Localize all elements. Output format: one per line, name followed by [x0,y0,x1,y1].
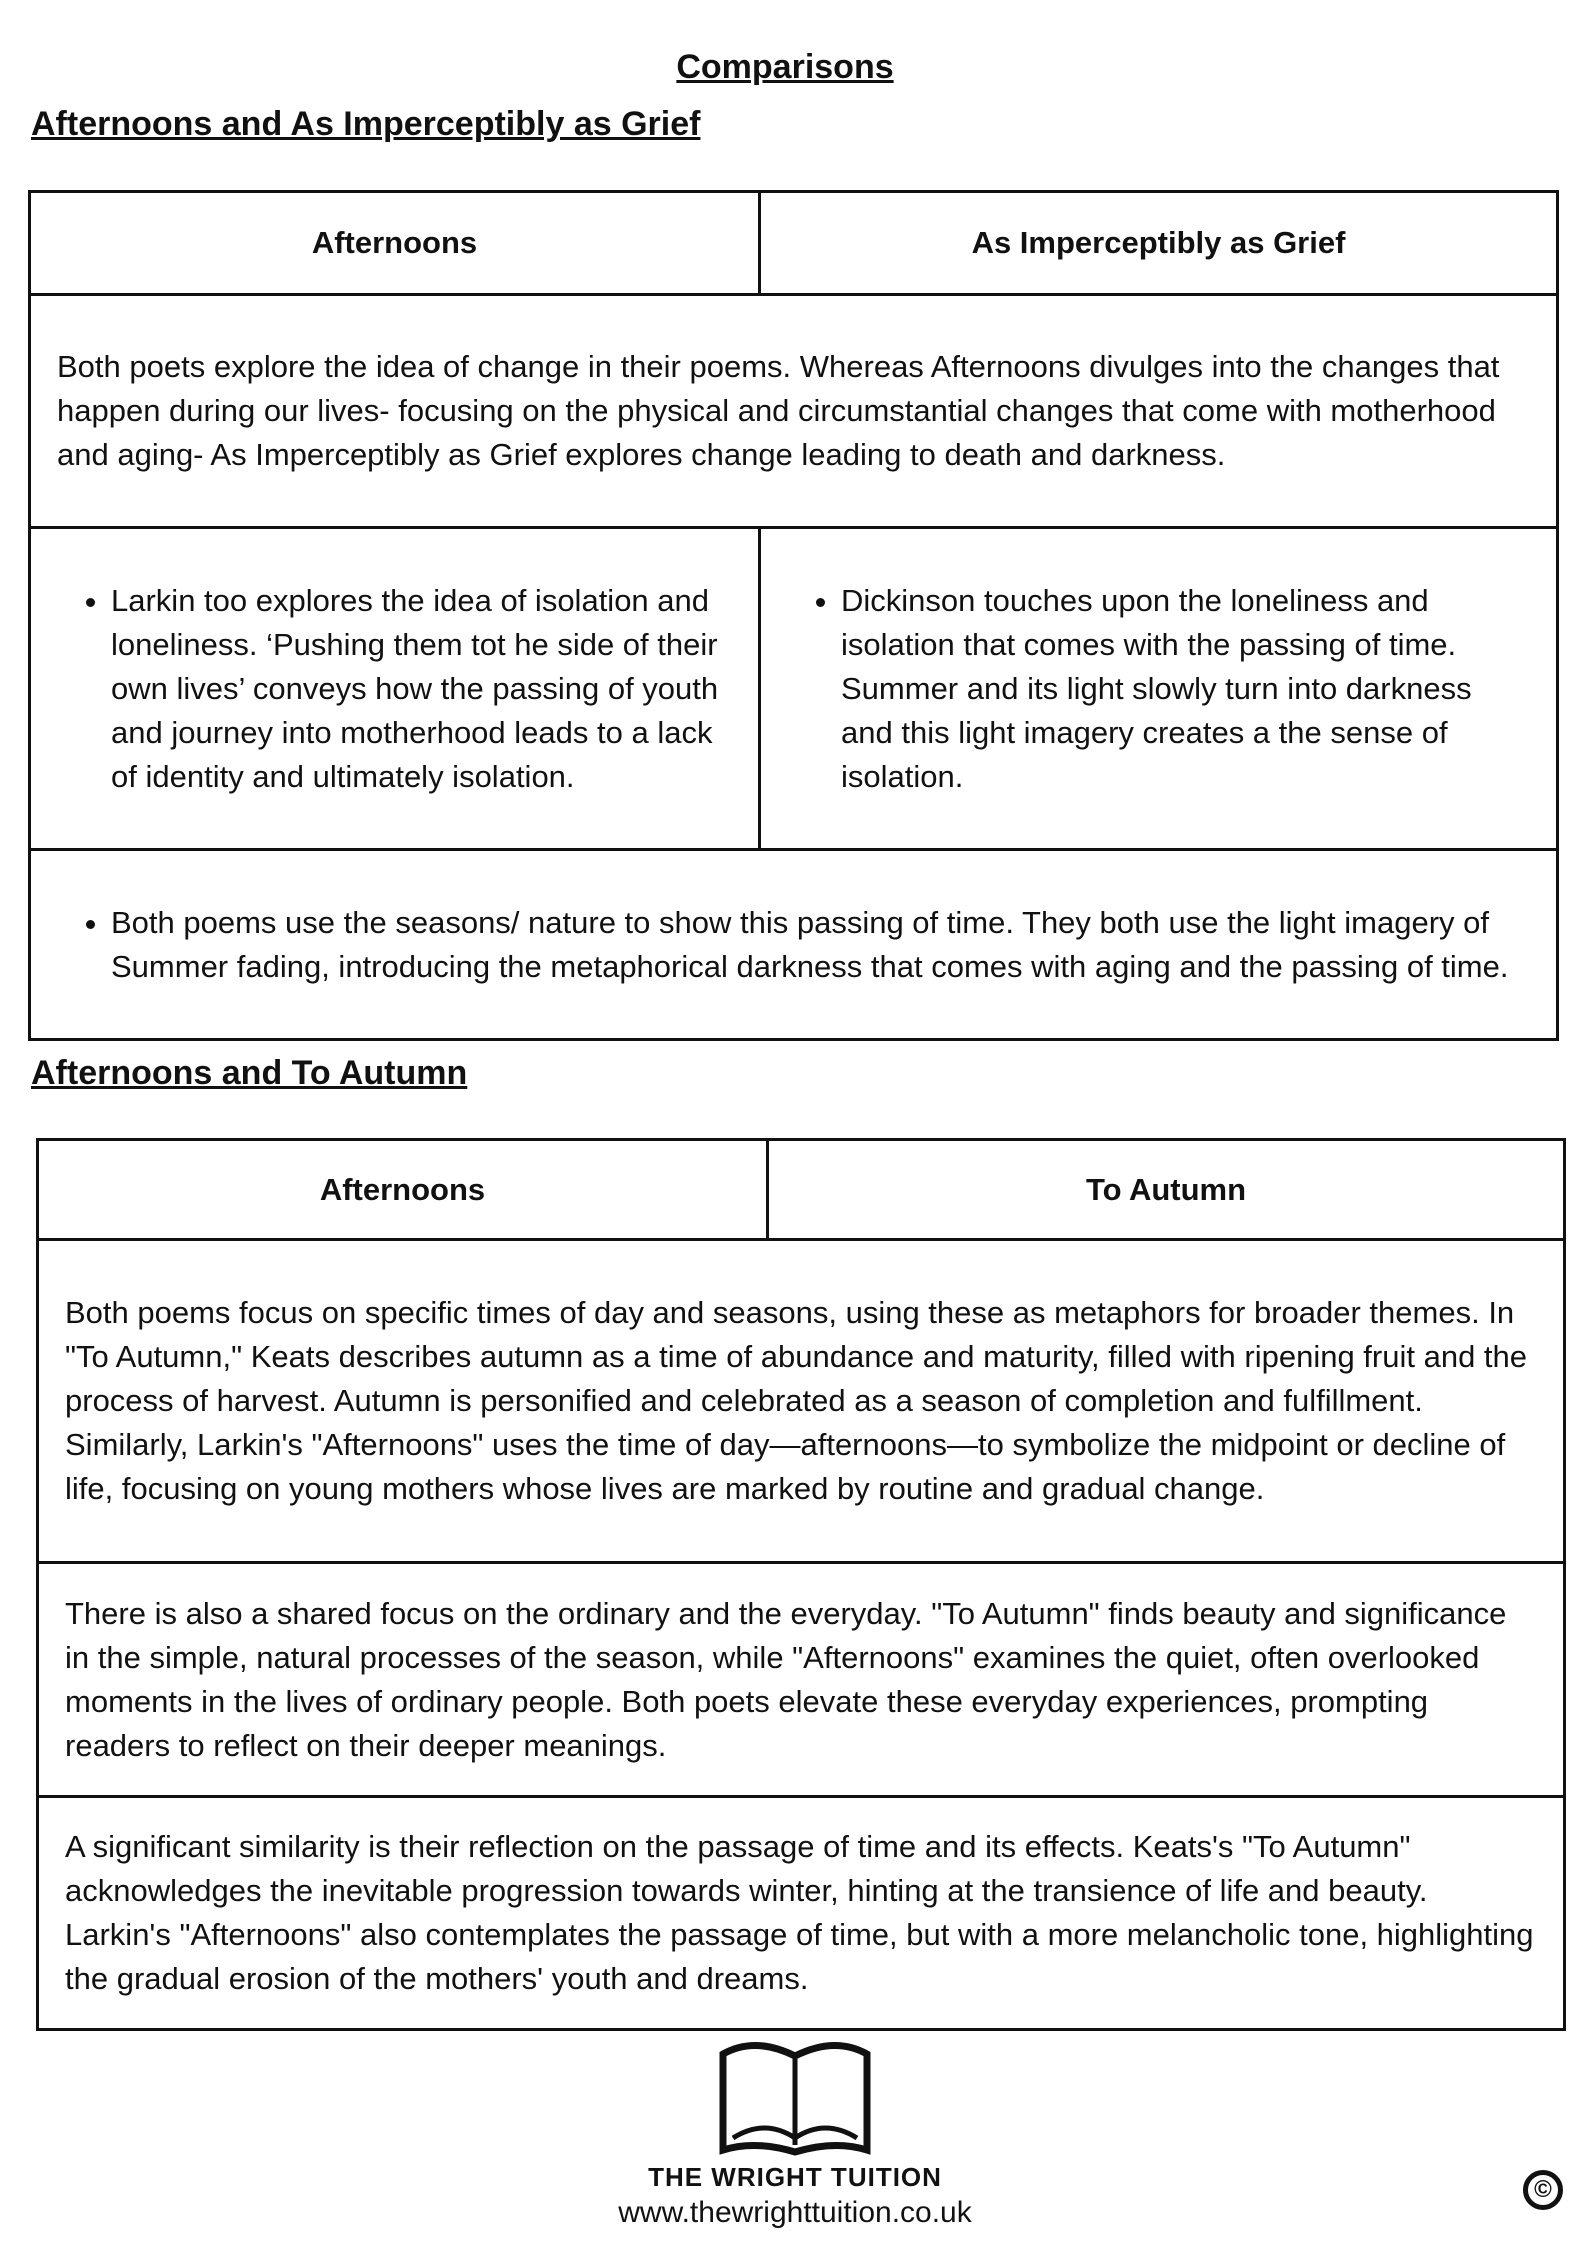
comparison-table-1 [28,190,1559,1041]
bullet-point: • Both poems use the seasons/ nature to show this passing of time. They both use the light imagery of Summer fading, introducing the metaphorical darkness that comes with aging and the passing of time. [111,901,1530,989]
open-book-icon [715,2040,875,2160]
column-header-to-autumn: To Autumn [768,1140,1565,1240]
comparison-row: Both poems focus on specific times of day and seasons, using these as metaphors for broader themes. In "To Autumn," Keats describes autumn as a time of abundance and maturity, filled with ripening fruit and the process of harvest. Autumn is personified and celebrated as a season of completion and fulfillment. Similarly, Larkin's "Afternoons" uses the time of day—afternoons—to symbolize the midpoint or decline of life, focusing on young mothers whose lives are marked by routine and gradual change. [38,1240,1565,1563]
bullet-point: • Dickinson touches upon the loneliness and isolation that comes with the passing of time. Summer and its light slowly turn into darkness and this light imagery creates a the sense of isolation. [841,579,1530,799]
comparison-table-2 [36,1138,1566,2031]
shared-point-cell [30,850,1558,1040]
column-header-afternoons: Afternoons [30,192,760,295]
comparison-row: A significant similarity is their reflection on the passage of time and its effects. Keats's "To Autumn" acknowledges the inevitable progression towards winter, hinting at the transience of life and beauty. Larkin's "Afternoons" also contemplates the passage of time, but with a more melancholic tone, highlighting the gradual erosion of the mothers' youth and dreams. [38,1797,1565,2030]
copyright-icon: © [1523,2170,1563,2210]
brand-name: THE WRIGHT TUITION [648,2162,942,2192]
website-link[interactable]: www.thewrighttuition.co.uk [618,2196,972,2229]
section-heading-1: Afternoons and As Imperceptibly as Grief [31,105,701,143]
column-header-grief: As Imperceptibly as Grief [760,192,1558,295]
page-title: Comparisons [676,48,894,86]
column-header-afternoons: Afternoons [38,1140,768,1240]
intro-cell: Both poets explore the idea of change in their poems. Whereas Afternoons divulges into the changes that happen during our lives- focusing on the physical and circumstantial changes that come with motherhood and aging- As Imperceptibly as Grief explores change leading to death and darkness. [30,295,1558,528]
section-heading-2: Afternoons and To Autumn [31,1054,468,1092]
grief-point-cell [760,528,1558,850]
bullet-point: • Larkin too explores the idea of isolation and loneliness. ‘Pushing them tot he side of their own lives’ conveys how the passing of youth and journey into motherhood leads to a lack of identity and ultimately isolation. [111,579,732,799]
comparison-row: There is also a shared focus on the ordinary and the everyday. "To Autumn" finds beauty and significance in the simple, natural processes of the season, while "Afternoons" examines the quiet, often overlooked moments in the lives of ordinary people. Both poets elevate these everyday experiences, prompting readers to reflect on their deeper meanings. [38,1563,1565,1797]
afternoons-point-cell [30,528,760,850]
